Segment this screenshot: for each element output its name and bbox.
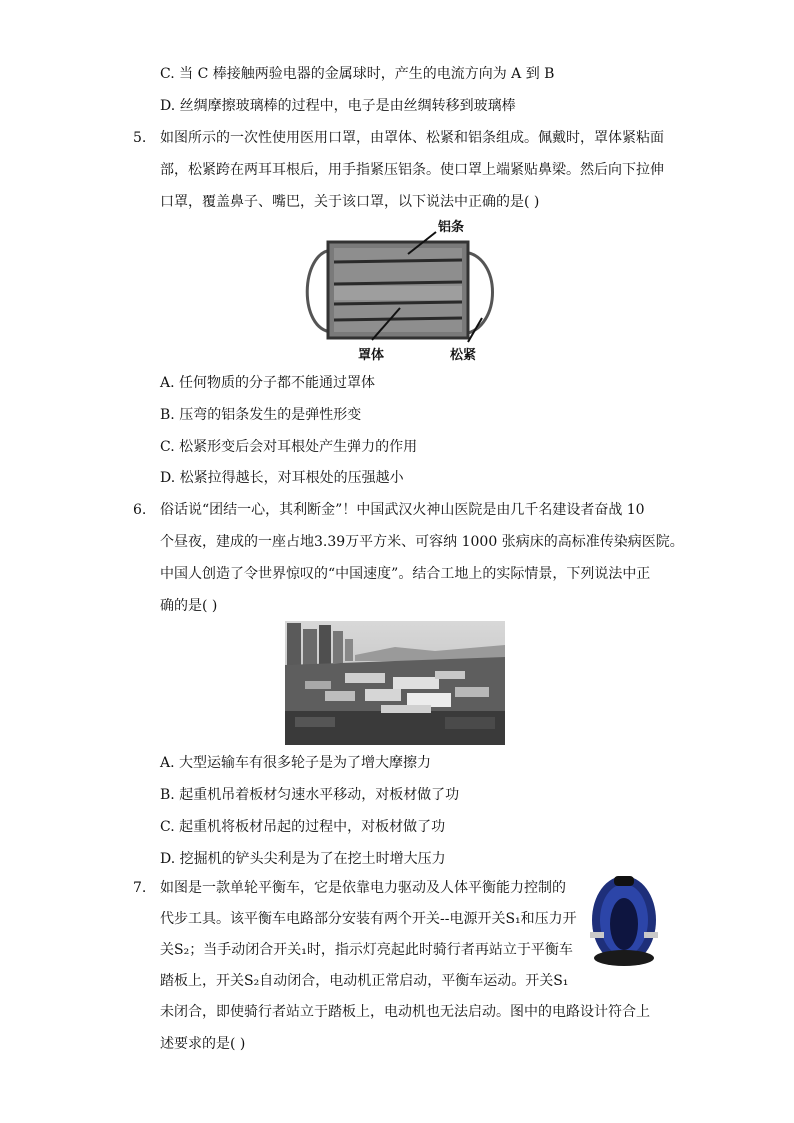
q5-number: 5. (133, 130, 147, 146)
label-elastic: 松紧 (450, 348, 477, 363)
q4-option-c: C. 当 C 棒接触两验电器的金属球时，产生的电流方向为 A 到 B (160, 66, 555, 82)
q6-stem-line: 俗话说“团结一心，其利断金”！中国武汉火神山医院是由几千名建设者奋战 10 (160, 502, 645, 518)
q5-option-b: B. 压弯的铝条发生的是弹性形变 (160, 407, 362, 423)
q5-option-a: A. 任何物质的分子都不能通过罩体 (160, 375, 376, 391)
q6-option-d: D. 挖掘机的铲头尖利是为了在挖土时增大压力 (160, 851, 446, 867)
q6-stem-line: 个昼夜，建成的一座占地3.39万平方米、可容纳 1000 张病床的高标准传染病医院。 (160, 534, 684, 550)
q7-number: 7. (133, 880, 147, 896)
q6-stem-line: 确的是( ) (160, 598, 218, 614)
mask-figure (296, 212, 506, 368)
q6-option-c: C. 起重机将板材吊起的过程中，对板材做了功 (160, 819, 446, 835)
q7-stem-line: 未闭合，即使骑行者站立于踏板上，电动机也无法启动。图中的电路设计符合上 (160, 1004, 650, 1020)
unicycle-photo (584, 872, 660, 968)
q5-option-d: D. 松紧拉得越长，对耳根处的压强越小 (160, 470, 404, 486)
q5-stem-line: 口罩，覆盖鼻子、嘴巴，关于该口罩，以下说法中正确的是( ) (160, 194, 540, 210)
q7-stem-line: 如图是一款单轮平衡车，它是依靠电力驱动及人体平衡能力控制的 (160, 880, 566, 896)
unicycle-illustration (584, 872, 660, 968)
q7-stem-line: 踏板上，开关S₂自动闭合，电动机正常启动，平衡车运动。开关S₁ (160, 973, 569, 989)
q7-stem-line: 代步工具。该平衡车电路部分安装有两个开关--电源开关S₁和压力开 (160, 911, 577, 927)
q5-option-c: C. 松紧形变后会对耳根处产生弹力的作用 (160, 439, 418, 455)
q5-stem-line: 部，松紧跨在两耳耳根后，用手指紧压铝条。使口罩上端紧贴鼻梁。然后向下拉伸 (160, 162, 664, 178)
q7-stem-line: 述要求的是( ) (160, 1036, 246, 1052)
construction-site-photo (285, 621, 505, 745)
construction-site-illustration (285, 621, 505, 745)
q7-stem-line: 关S₂；当手动闭合开关₁时，指示灯亮起此时骑行者再站立于平衡车 (160, 942, 573, 958)
q6-stem-line: 中国人创造了令世界惊叹的“中国速度”。结合工地上的实际情景，下列说法中正 (160, 566, 651, 582)
q5-stem-line: 如图所示的一次性使用医用口罩，由罩体、松紧和铝条组成。佩戴时，罩体紧粘面 (160, 130, 664, 146)
label-aluminum-strip: 铝条 (438, 220, 465, 235)
q4-option-d: D. 丝绸摩擦玻璃棒的过程中，电子是由丝绸转移到玻璃棒 (160, 98, 516, 114)
q6-option-b: B. 起重机吊着板材匀速水平移动，对板材做了功 (160, 787, 460, 803)
label-mask-body: 罩体 (358, 348, 385, 363)
q6-number: 6. (133, 502, 147, 518)
q6-option-a: A. 大型运输车有很多轮子是为了增大摩擦力 (160, 755, 432, 771)
